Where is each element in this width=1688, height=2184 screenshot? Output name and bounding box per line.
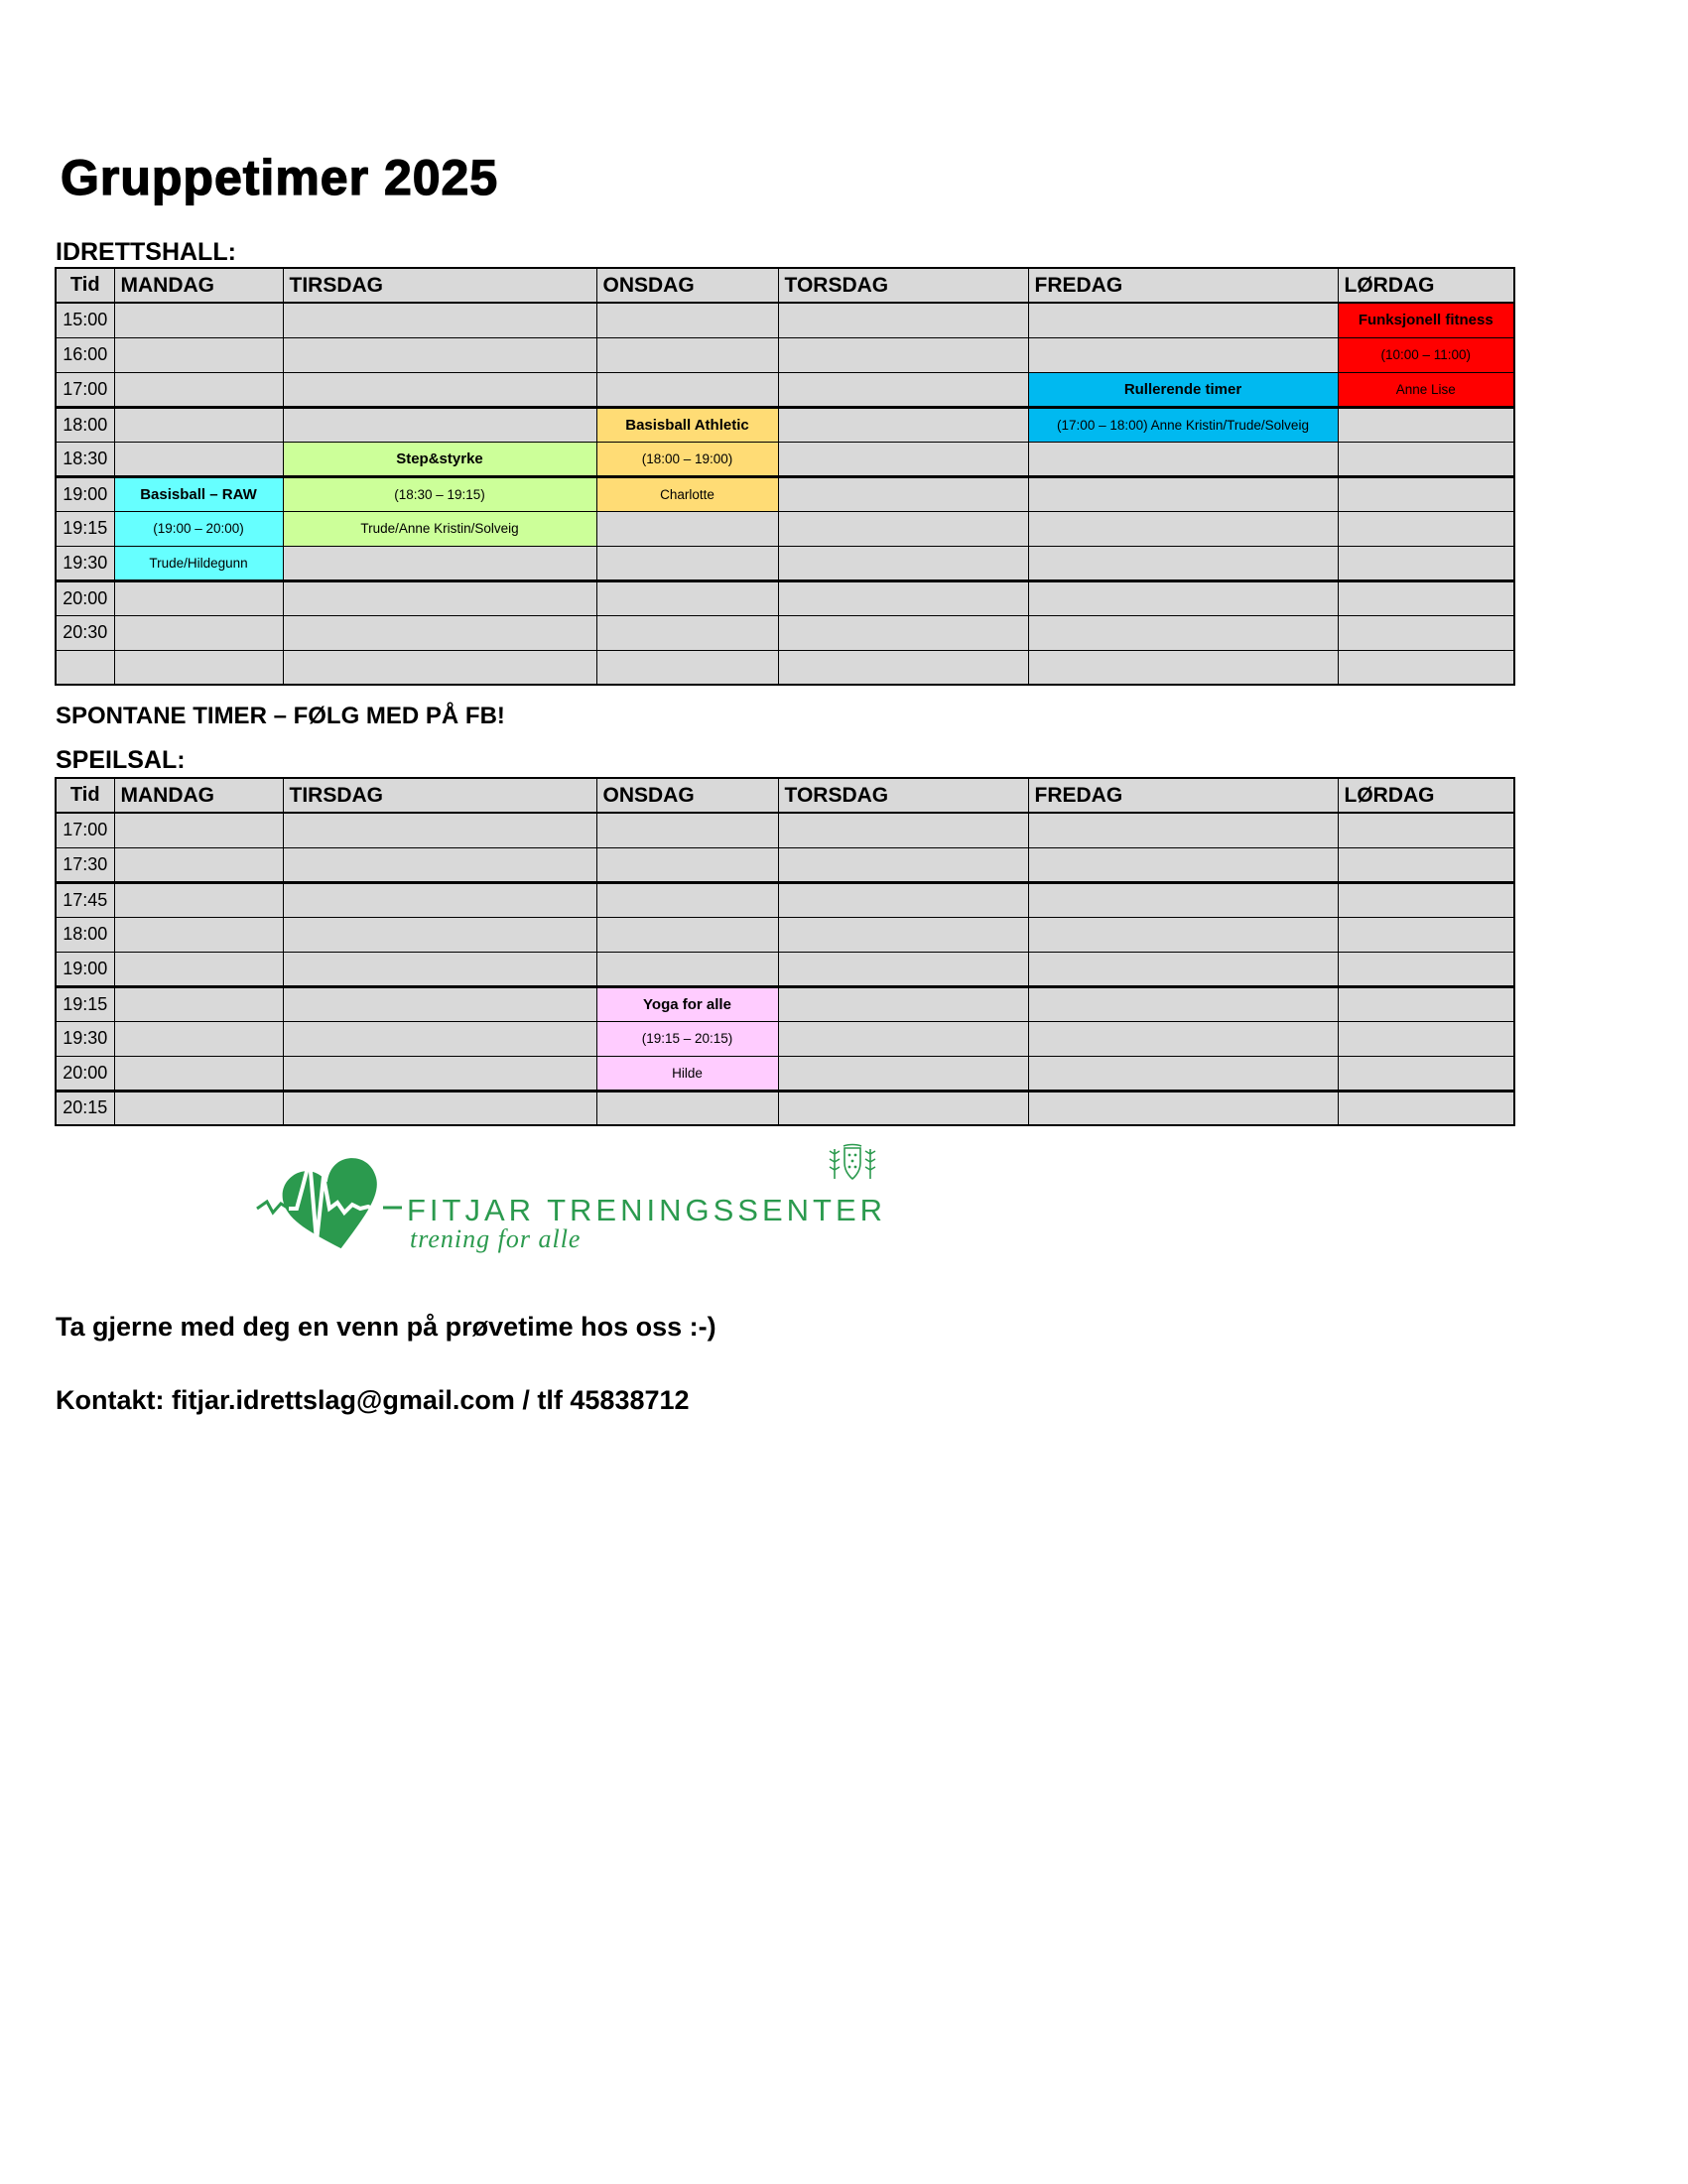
event-cell: Charlotte: [596, 476, 778, 511]
empty-cell: [283, 952, 596, 986]
empty-cell: [283, 580, 596, 615]
empty-cell: [114, 986, 283, 1021]
empty-cell: [114, 337, 283, 372]
day-header-lørdag: LØRDAG: [1338, 778, 1514, 813]
empty-cell: [778, 372, 1028, 407]
empty-cell: [1338, 650, 1514, 685]
empty-cell: [1338, 615, 1514, 650]
empty-cell: [114, 650, 283, 685]
empty-cell: [114, 1091, 283, 1125]
schedule-row: [56, 476, 1514, 511]
time-cell: 15:00: [56, 303, 114, 337]
schedule-row: [56, 813, 1514, 847]
time-cell: 18:00: [56, 917, 114, 952]
time-cell: 17:30: [56, 847, 114, 882]
empty-cell: [1028, 580, 1338, 615]
empty-cell: [283, 986, 596, 1021]
section-heading-idrettshall: IDRETTSHALL:: [56, 238, 236, 266]
empty-cell: [778, 650, 1028, 685]
schedule-row: [56, 1056, 1514, 1091]
empty-cell: [778, 1091, 1028, 1125]
schedule-row: [56, 580, 1514, 615]
empty-cell: [1338, 1056, 1514, 1091]
empty-cell: [596, 1091, 778, 1125]
empty-cell: [596, 813, 778, 847]
empty-cell: [1028, 1021, 1338, 1056]
empty-cell: [283, 407, 596, 442]
schedule-row: [56, 952, 1514, 986]
empty-cell: [114, 442, 283, 476]
empty-cell: [283, 882, 596, 917]
fitjar-treningssenter-logo: [253, 1139, 948, 1268]
empty-cell: [283, 372, 596, 407]
day-header-torsdag: TORSDAG: [778, 268, 1028, 303]
time-cell: 19:15: [56, 986, 114, 1021]
time-cell: 19:00: [56, 952, 114, 986]
empty-cell: [114, 580, 283, 615]
empty-cell: [596, 511, 778, 546]
empty-cell: [778, 1021, 1028, 1056]
empty-cell: [1338, 407, 1514, 442]
empty-cell: [1028, 986, 1338, 1021]
empty-cell: [1028, 952, 1338, 986]
empty-cell: [1028, 511, 1338, 546]
schedule-row: [56, 1021, 1514, 1056]
empty-cell: [1028, 882, 1338, 917]
empty-cell: [596, 847, 778, 882]
day-header-tirsdag: TIRSDAG: [283, 268, 596, 303]
schedule-row: [56, 442, 1514, 476]
empty-cell: [778, 303, 1028, 337]
empty-cell: [114, 407, 283, 442]
empty-cell: [1028, 337, 1338, 372]
empty-cell: [283, 303, 596, 337]
schedule-row: [56, 337, 1514, 372]
time-cell: 18:30: [56, 442, 114, 476]
spontaneous-classes-note: SPONTANE TIMER – FØLG MED PÅ FB!: [56, 703, 505, 729]
empty-cell: [1028, 1056, 1338, 1091]
empty-cell: [596, 615, 778, 650]
empty-cell: [596, 580, 778, 615]
event-cell: Rullerende timer: [1028, 372, 1338, 407]
event-cell: (10:00 – 11:00): [1338, 337, 1514, 372]
empty-cell: [778, 882, 1028, 917]
event-cell: Hilde: [596, 1056, 778, 1091]
event-cell: Anne Lise: [1338, 372, 1514, 407]
day-header-torsdag: TORSDAG: [778, 778, 1028, 813]
empty-cell: [1028, 917, 1338, 952]
schedule-row: [56, 511, 1514, 546]
empty-cell: [596, 952, 778, 986]
event-cell: Basisball – RAW: [114, 476, 283, 511]
heart-pulse-icon: [253, 1147, 412, 1256]
schedule-row: [56, 546, 1514, 580]
empty-cell: [114, 847, 283, 882]
empty-cell: [114, 917, 283, 952]
empty-cell: [596, 917, 778, 952]
day-header-onsdag: ONSDAG: [596, 778, 778, 813]
empty-cell: [114, 882, 283, 917]
empty-cell: [283, 847, 596, 882]
empty-cell: [283, 650, 596, 685]
empty-cell: [778, 580, 1028, 615]
empty-cell: [283, 917, 596, 952]
event-cell: Yoga for alle: [596, 986, 778, 1021]
event-cell: (19:15 – 20:15): [596, 1021, 778, 1056]
empty-cell: [283, 337, 596, 372]
empty-cell: [778, 511, 1028, 546]
empty-cell: [1028, 1091, 1338, 1125]
club-crest-icon: [825, 1141, 880, 1189]
event-cell: (18:30 – 19:15): [283, 476, 596, 511]
empty-cell: [283, 1021, 596, 1056]
time-cell: 16:00: [56, 337, 114, 372]
time-cell: 19:30: [56, 546, 114, 580]
empty-cell: [596, 882, 778, 917]
empty-cell: [1338, 847, 1514, 882]
empty-cell: [283, 615, 596, 650]
empty-cell: [1338, 1021, 1514, 1056]
event-cell: Step&styrke: [283, 442, 596, 476]
empty-cell: [1028, 650, 1338, 685]
empty-cell: [1338, 546, 1514, 580]
day-header-mandag: MANDAG: [114, 778, 283, 813]
empty-cell: [1338, 1091, 1514, 1125]
empty-cell: [1028, 303, 1338, 337]
empty-cell: [1338, 813, 1514, 847]
empty-cell: [283, 1091, 596, 1125]
empty-cell: [596, 337, 778, 372]
empty-cell: [1028, 442, 1338, 476]
day-header-lørdag: LØRDAG: [1338, 268, 1514, 303]
time-column-header: Tid: [56, 778, 114, 813]
empty-cell: [283, 813, 596, 847]
empty-cell: [1028, 615, 1338, 650]
schedule-row: [56, 847, 1514, 882]
time-cell: 17:00: [56, 372, 114, 407]
empty-cell: [1338, 882, 1514, 917]
empty-cell: [778, 1056, 1028, 1091]
empty-cell: [778, 813, 1028, 847]
time-cell: 19:00: [56, 476, 114, 511]
empty-cell: [1338, 986, 1514, 1021]
empty-cell: [1338, 952, 1514, 986]
logo-tagline: trening for alle: [410, 1224, 582, 1253]
day-header-fredag: FREDAG: [1028, 778, 1338, 813]
event-cell: Basisball Athletic: [596, 407, 778, 442]
empty-cell: [114, 813, 283, 847]
event-cell: (17:00 – 18:00) Anne Kristin/Trude/Solveig: [1028, 407, 1338, 442]
time-cell: 20:00: [56, 580, 114, 615]
day-header-mandag: MANDAG: [114, 268, 283, 303]
empty-cell: [778, 986, 1028, 1021]
day-header-fredag: FREDAG: [1028, 268, 1338, 303]
schedule-row: [56, 882, 1514, 917]
empty-cell: [778, 952, 1028, 986]
empty-cell: [778, 917, 1028, 952]
empty-cell: [596, 546, 778, 580]
day-header-tirsdag: TIRSDAG: [283, 778, 596, 813]
time-cell: 18:00: [56, 407, 114, 442]
event-cell: (18:00 – 19:00): [596, 442, 778, 476]
logo-wordmark: FITJAR TRENINGSSENTER: [407, 1193, 887, 1227]
empty-cell: [114, 372, 283, 407]
time-cell: [56, 650, 114, 685]
schedule-row: [56, 650, 1514, 685]
empty-cell: [1338, 476, 1514, 511]
empty-cell: [1028, 847, 1338, 882]
empty-cell: [283, 546, 596, 580]
schedule-row: [56, 917, 1514, 952]
empty-cell: [114, 1021, 283, 1056]
time-cell: 20:15: [56, 1091, 114, 1125]
time-cell: 20:30: [56, 615, 114, 650]
empty-cell: [596, 372, 778, 407]
empty-cell: [778, 407, 1028, 442]
page-title: Gruppetimer 2025: [61, 150, 499, 205]
schedule-row: [56, 407, 1514, 442]
empty-cell: [114, 1056, 283, 1091]
time-column-header: Tid: [56, 268, 114, 303]
contact-text: Kontakt: fitjar.idrettslag@gmail.com / tlf 45838712: [56, 1385, 690, 1415]
empty-cell: [778, 337, 1028, 372]
empty-cell: [778, 615, 1028, 650]
empty-cell: [778, 442, 1028, 476]
schedule-row: [56, 1091, 1514, 1125]
time-cell: 19:15: [56, 511, 114, 546]
empty-cell: [596, 650, 778, 685]
empty-cell: [1028, 476, 1338, 511]
empty-cell: [1028, 546, 1338, 580]
empty-cell: [1028, 813, 1338, 847]
time-cell: 20:00: [56, 1056, 114, 1091]
empty-cell: [114, 952, 283, 986]
schedule-row: [56, 303, 1514, 337]
empty-cell: [596, 303, 778, 337]
empty-cell: [283, 1056, 596, 1091]
idrettshall-schedule-table: [55, 267, 1515, 686]
empty-cell: [1338, 511, 1514, 546]
speilsal-schedule-table: [55, 777, 1515, 1126]
event-cell: Trude/Anne Kristin/Solveig: [283, 511, 596, 546]
empty-cell: [114, 615, 283, 650]
event-cell: Funksjonell fitness: [1338, 303, 1514, 337]
empty-cell: [778, 476, 1028, 511]
empty-cell: [114, 303, 283, 337]
day-header-onsdag: ONSDAG: [596, 268, 778, 303]
schedule-row: [56, 372, 1514, 407]
time-cell: 17:45: [56, 882, 114, 917]
section-heading-speilsal: SPEILSAL:: [56, 746, 186, 774]
empty-cell: [778, 847, 1028, 882]
empty-cell: [778, 546, 1028, 580]
empty-cell: [1338, 917, 1514, 952]
schedule-row: [56, 986, 1514, 1021]
time-cell: 17:00: [56, 813, 114, 847]
time-cell: 19:30: [56, 1021, 114, 1056]
empty-cell: [1338, 580, 1514, 615]
event-cell: Trude/Hildegunn: [114, 546, 283, 580]
empty-cell: [1338, 442, 1514, 476]
schedule-row: [56, 615, 1514, 650]
event-cell: (19:00 – 20:00): [114, 511, 283, 546]
invite-text: Ta gjerne med deg en venn på prøvetime hos oss :-): [56, 1312, 716, 1342]
